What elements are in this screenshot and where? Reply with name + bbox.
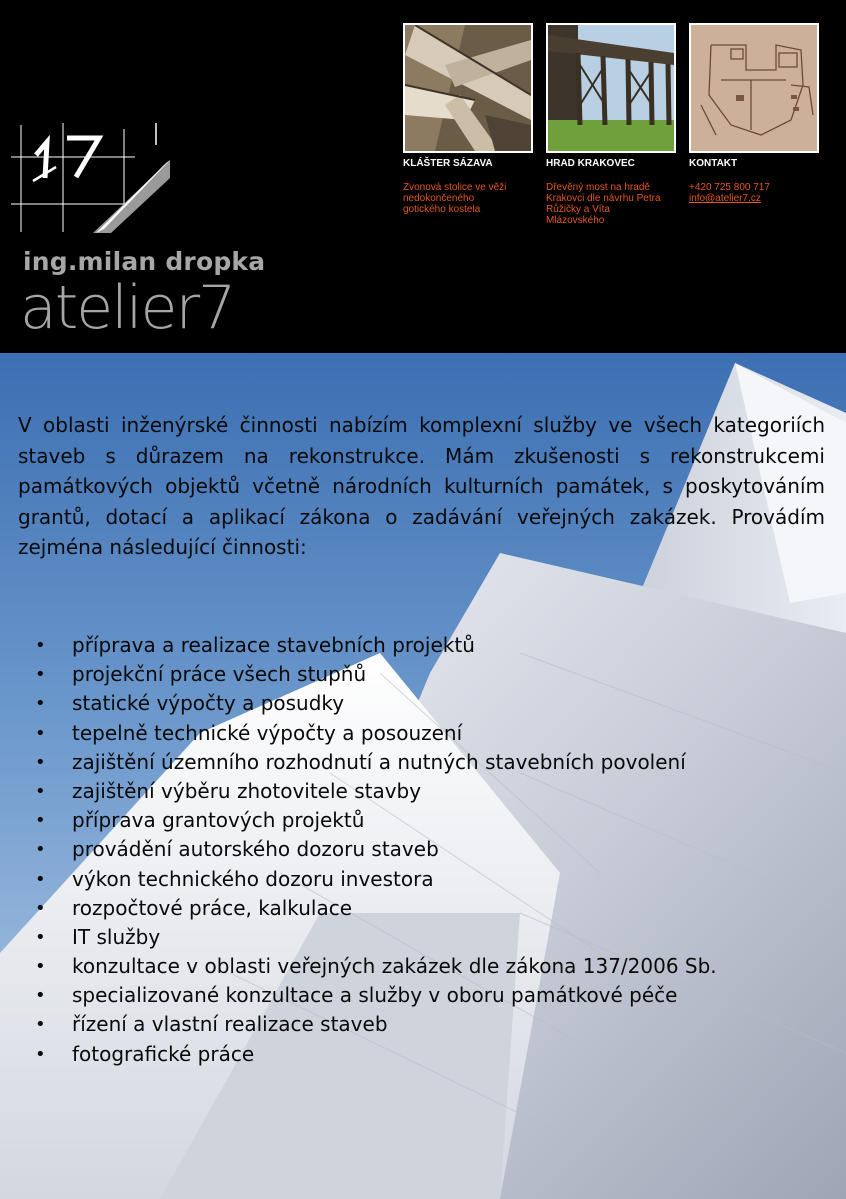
a7-logo-icon bbox=[0, 115, 180, 240]
service-label: rozpočtové práce, kalkulace bbox=[72, 895, 353, 920]
timber-beams-photo-graphic bbox=[405, 25, 531, 151]
bullet-icon: • bbox=[35, 810, 46, 832]
list-item bbox=[0, 689, 846, 718]
service-label: výkon technického dozoru investora bbox=[72, 866, 434, 891]
bullet-icon: • bbox=[35, 664, 46, 686]
service-label: konzultace v oblasti veřejných zakázek dle zákona 137/2006 Sb. bbox=[72, 954, 717, 979]
content-panel bbox=[0, 353, 846, 1199]
list-item bbox=[0, 981, 846, 1010]
list-item bbox=[0, 894, 846, 923]
card-description-line: Krakovci dle návrhu Petra bbox=[546, 193, 661, 204]
list-item bbox=[0, 806, 846, 835]
card-title[interactable]: HRAD KRAKOVEC bbox=[546, 158, 635, 169]
bullet-icon: • bbox=[35, 635, 46, 656]
bullet-icon: • bbox=[35, 926, 46, 948]
list-item bbox=[0, 748, 846, 777]
card-title[interactable]: KLÁŠTER SÁZAVA bbox=[403, 158, 493, 169]
bullet-icon: • bbox=[35, 839, 46, 861]
service-label: provádění autorského dozoru staveb bbox=[72, 837, 439, 862]
service-label: zajištění výběru zhotovitele stavby bbox=[72, 778, 422, 803]
service-label: fotografické práce bbox=[72, 1041, 255, 1066]
bullet-icon: • bbox=[35, 1014, 46, 1036]
card-description-line: Mlázovského bbox=[546, 215, 605, 226]
intro-paragraph: V oblasti inženýrské činnosti nabízím komplexní služby ve všech kategoriích staveb s důrazem na rekonstrukce. Mám zkušenosti s rekonstrukcemi památkových objektů včetně národních kulturních památek, s poskytováním grantů, dotací a aplikací zákona o zadávání veřejných zakázek. Provádím zejména následující činnosti: bbox=[18, 413, 825, 559]
card-title[interactable]: KONTAKT bbox=[689, 158, 738, 169]
card-kontakt[interactable] bbox=[689, 23, 819, 204]
list-item bbox=[0, 631, 846, 660]
site-plan-drawing-graphic bbox=[691, 25, 817, 151]
list-item bbox=[0, 660, 846, 689]
card-description bbox=[546, 182, 676, 226]
bullet-icon: • bbox=[35, 868, 46, 890]
brand-atelier-wordmark: atelier7 bbox=[20, 273, 235, 343]
wooden-bridge-photo-icon[interactable] bbox=[546, 23, 676, 153]
service-label: tepelně technické výpočty a posouzení bbox=[72, 720, 463, 745]
bullet-icon: • bbox=[35, 956, 46, 978]
service-label: projekční práce všech stupňů bbox=[72, 662, 367, 687]
list-item bbox=[0, 835, 846, 864]
header bbox=[0, 0, 846, 353]
list-item bbox=[0, 952, 846, 981]
brand-name: ing.milan dropka bbox=[23, 247, 266, 276]
card-description bbox=[403, 182, 533, 215]
card-description-line: gotického kostela bbox=[403, 204, 481, 215]
service-label: zajištění územního rozhodnutí a nutných stavebních povolení bbox=[72, 749, 686, 774]
bullet-icon: • bbox=[35, 985, 46, 1007]
list-item bbox=[0, 865, 846, 894]
bullet-icon: • bbox=[35, 693, 46, 715]
a7-logo-graphic bbox=[0, 115, 180, 240]
list-item bbox=[0, 1040, 846, 1069]
service-label: statické výpočty a posudky bbox=[72, 691, 345, 716]
bullet-icon: • bbox=[35, 897, 46, 919]
site-plan-drawing-icon[interactable] bbox=[689, 23, 819, 153]
contact-phone[interactable]: +420 725 800 717 bbox=[689, 182, 770, 193]
list-item bbox=[0, 719, 846, 748]
list-item bbox=[0, 923, 846, 952]
card-hrad-krakovec[interactable] bbox=[546, 23, 676, 226]
wooden-bridge-photo-graphic bbox=[548, 25, 674, 151]
card-description-line: Dřevěný most na hradě bbox=[546, 182, 650, 193]
card-description-line: Růžičky a Víta bbox=[546, 204, 610, 215]
timber-beams-photo-icon[interactable] bbox=[403, 23, 533, 153]
list-item bbox=[0, 1010, 846, 1039]
bullet-icon: • bbox=[35, 751, 46, 773]
service-label: řízení a vlastní realizace staveb bbox=[72, 1012, 388, 1037]
service-label: příprava a realizace stavebních projektů bbox=[72, 633, 475, 657]
service-label: příprava grantových projektů bbox=[72, 808, 365, 833]
list-item bbox=[0, 777, 846, 806]
services-list bbox=[0, 631, 846, 1069]
card-description-line: Zvonová stolice ve věži bbox=[403, 182, 507, 193]
service-label: specializované konzultace a služby v oboru památkové péče bbox=[72, 983, 678, 1008]
service-label: IT služby bbox=[72, 924, 161, 949]
bullet-icon: • bbox=[35, 780, 46, 802]
bullet-icon: • bbox=[35, 722, 46, 744]
card-klaster-sazava[interactable] bbox=[403, 23, 533, 215]
contact-details bbox=[689, 182, 819, 204]
bullet-icon: • bbox=[35, 1043, 46, 1065]
contact-email-link[interactable]: info@atelier7.cz bbox=[689, 193, 761, 204]
card-description-line: nedokončeného bbox=[403, 193, 475, 204]
